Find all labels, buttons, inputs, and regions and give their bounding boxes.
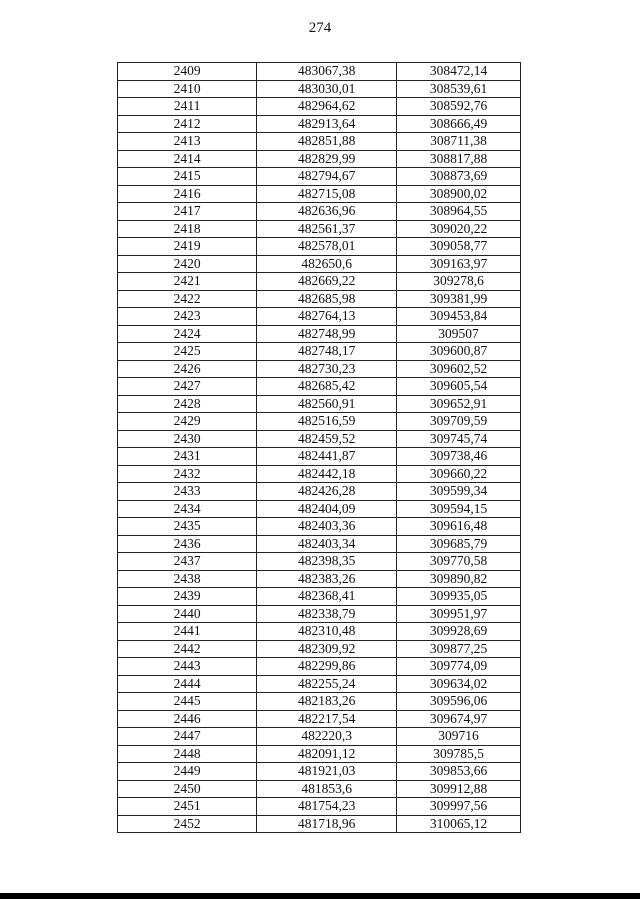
point-number-cell: 2409 (118, 63, 257, 81)
point-number-cell: 2417 (118, 203, 257, 221)
x-coordinate-cell: 482561,37 (257, 220, 397, 238)
x-coordinate-cell: 482636,96 (257, 203, 397, 221)
coordinates-table (117, 62, 521, 833)
point-number-cell: 2433 (118, 483, 257, 501)
point-number-cell: 2410 (118, 80, 257, 98)
y-coordinate-cell: 309594,15 (397, 500, 521, 518)
y-coordinate-cell: 309634,02 (397, 675, 521, 693)
point-number-cell: 2442 (118, 640, 257, 658)
y-coordinate-cell: 309997,56 (397, 798, 521, 816)
table-row (118, 483, 521, 501)
point-number-cell: 2450 (118, 780, 257, 798)
point-number-cell: 2419 (118, 238, 257, 256)
table-row (118, 238, 521, 256)
point-number-cell: 2443 (118, 658, 257, 676)
x-coordinate-cell: 482650,6 (257, 255, 397, 273)
table-row (118, 360, 521, 378)
table-row (118, 553, 521, 571)
y-coordinate-cell: 308964,55 (397, 203, 521, 221)
point-number-cell: 2429 (118, 413, 257, 431)
point-number-cell: 2422 (118, 290, 257, 308)
x-coordinate-cell: 482748,17 (257, 343, 397, 361)
y-coordinate-cell: 309674,97 (397, 710, 521, 728)
x-coordinate-cell: 482183,26 (257, 693, 397, 711)
point-number-cell: 2421 (118, 273, 257, 291)
table-row (118, 343, 521, 361)
y-coordinate-cell: 309616,48 (397, 518, 521, 536)
y-coordinate-cell: 309890,82 (397, 570, 521, 588)
point-number-cell: 2411 (118, 98, 257, 116)
x-coordinate-cell: 482730,23 (257, 360, 397, 378)
page-number: 274 (308, 20, 332, 36)
point-number-cell: 2452 (118, 815, 257, 833)
point-number-cell: 2418 (118, 220, 257, 238)
point-number-cell: 2413 (118, 133, 257, 151)
x-coordinate-cell: 482310,48 (257, 623, 397, 641)
x-coordinate-cell: 482669,22 (257, 273, 397, 291)
point-number-cell: 2412 (118, 115, 257, 133)
table-row (118, 465, 521, 483)
table-row (118, 63, 521, 81)
point-number-cell: 2436 (118, 535, 257, 553)
x-coordinate-cell: 482685,42 (257, 378, 397, 396)
x-coordinate-cell: 482794,67 (257, 168, 397, 186)
point-number-cell: 2446 (118, 710, 257, 728)
y-coordinate-cell: 308472,14 (397, 63, 521, 81)
point-number-cell: 2444 (118, 675, 257, 693)
y-coordinate-cell: 309770,58 (397, 553, 521, 571)
point-number-cell: 2437 (118, 553, 257, 571)
table-row (118, 413, 521, 431)
table-row (118, 378, 521, 396)
y-coordinate-cell: 309709,59 (397, 413, 521, 431)
table-row (118, 658, 521, 676)
x-coordinate-cell: 482368,41 (257, 588, 397, 606)
point-number-cell: 2445 (118, 693, 257, 711)
y-coordinate-cell: 309599,34 (397, 483, 521, 501)
point-number-cell: 2424 (118, 325, 257, 343)
table-row (118, 185, 521, 203)
table-row (118, 168, 521, 186)
table-row (118, 798, 521, 816)
y-coordinate-cell: 309745,74 (397, 430, 521, 448)
table-row (118, 518, 521, 536)
point-number-cell: 2416 (118, 185, 257, 203)
y-coordinate-cell: 309912,88 (397, 780, 521, 798)
y-coordinate-cell: 308873,69 (397, 168, 521, 186)
x-coordinate-cell: 482560,91 (257, 395, 397, 413)
table-row (118, 98, 521, 116)
table-row (118, 675, 521, 693)
x-coordinate-cell: 482426,28 (257, 483, 397, 501)
x-coordinate-cell: 482383,26 (257, 570, 397, 588)
table-row (118, 763, 521, 781)
y-coordinate-cell: 309738,46 (397, 448, 521, 466)
table-row (118, 605, 521, 623)
x-coordinate-cell: 482442,18 (257, 465, 397, 483)
point-number-cell: 2423 (118, 308, 257, 326)
x-coordinate-cell: 482398,35 (257, 553, 397, 571)
table-row (118, 290, 521, 308)
y-coordinate-cell: 309507 (397, 325, 521, 343)
y-coordinate-cell: 309453,84 (397, 308, 521, 326)
table-row (118, 308, 521, 326)
x-coordinate-cell: 483030,01 (257, 80, 397, 98)
point-number-cell: 2415 (118, 168, 257, 186)
point-number-cell: 2427 (118, 378, 257, 396)
y-coordinate-cell: 309020,22 (397, 220, 521, 238)
x-coordinate-cell: 481754,23 (257, 798, 397, 816)
point-number-cell: 2447 (118, 728, 257, 746)
y-coordinate-cell: 309951,97 (397, 605, 521, 623)
table-row (118, 220, 521, 238)
table-row (118, 588, 521, 606)
point-number-cell: 2426 (118, 360, 257, 378)
point-number-cell: 2438 (118, 570, 257, 588)
y-coordinate-cell: 309660,22 (397, 465, 521, 483)
point-number-cell: 2430 (118, 430, 257, 448)
point-number-cell: 2432 (118, 465, 257, 483)
table-body (118, 63, 521, 833)
x-coordinate-cell: 482715,08 (257, 185, 397, 203)
y-coordinate-cell: 308711,38 (397, 133, 521, 151)
point-number-cell: 2448 (118, 745, 257, 763)
y-coordinate-cell: 309685,79 (397, 535, 521, 553)
table-row (118, 325, 521, 343)
point-number-cell: 2428 (118, 395, 257, 413)
x-coordinate-cell: 482403,36 (257, 518, 397, 536)
x-coordinate-cell: 482217,54 (257, 710, 397, 728)
y-coordinate-cell: 309600,87 (397, 343, 521, 361)
x-coordinate-cell: 482459,52 (257, 430, 397, 448)
y-coordinate-cell: 308900,02 (397, 185, 521, 203)
table-row (118, 728, 521, 746)
y-coordinate-cell: 308539,61 (397, 80, 521, 98)
table-row (118, 693, 521, 711)
y-coordinate-cell: 309058,77 (397, 238, 521, 256)
x-coordinate-cell: 482338,79 (257, 605, 397, 623)
y-coordinate-cell: 310065,12 (397, 815, 521, 833)
point-number-cell: 2420 (118, 255, 257, 273)
point-number-cell: 2435 (118, 518, 257, 536)
x-coordinate-cell: 482748,99 (257, 325, 397, 343)
y-coordinate-cell: 309605,54 (397, 378, 521, 396)
x-coordinate-cell: 482309,92 (257, 640, 397, 658)
y-coordinate-cell: 308817,88 (397, 150, 521, 168)
x-coordinate-cell: 482851,88 (257, 133, 397, 151)
x-coordinate-cell: 482913,64 (257, 115, 397, 133)
x-coordinate-cell: 482220,3 (257, 728, 397, 746)
table-row (118, 745, 521, 763)
table-row (118, 203, 521, 221)
y-coordinate-cell: 309774,09 (397, 658, 521, 676)
table-row (118, 623, 521, 641)
table-row (118, 80, 521, 98)
x-coordinate-cell: 482964,62 (257, 98, 397, 116)
point-number-cell: 2439 (118, 588, 257, 606)
table-row (118, 273, 521, 291)
point-number-cell: 2425 (118, 343, 257, 361)
table-row (118, 815, 521, 833)
x-coordinate-cell: 482299,86 (257, 658, 397, 676)
scan-edge (0, 893, 640, 899)
table-row (118, 430, 521, 448)
table-row (118, 115, 521, 133)
point-number-cell: 2414 (118, 150, 257, 168)
table-row (118, 535, 521, 553)
table-row (118, 500, 521, 518)
x-coordinate-cell: 482578,01 (257, 238, 397, 256)
table-row (118, 133, 521, 151)
point-number-cell: 2441 (118, 623, 257, 641)
table-row (118, 570, 521, 588)
table-row (118, 640, 521, 658)
x-coordinate-cell: 482764,13 (257, 308, 397, 326)
x-coordinate-cell: 482091,12 (257, 745, 397, 763)
x-coordinate-cell: 482829,99 (257, 150, 397, 168)
x-coordinate-cell: 482441,87 (257, 448, 397, 466)
x-coordinate-cell: 481921,03 (257, 763, 397, 781)
y-coordinate-cell: 309278,6 (397, 273, 521, 291)
table-row (118, 395, 521, 413)
y-coordinate-cell: 309602,52 (397, 360, 521, 378)
table-row (118, 780, 521, 798)
y-coordinate-cell: 309785,5 (397, 745, 521, 763)
table-row (118, 150, 521, 168)
y-coordinate-cell: 309652,91 (397, 395, 521, 413)
x-coordinate-cell: 482516,59 (257, 413, 397, 431)
point-number-cell: 2440 (118, 605, 257, 623)
x-coordinate-cell: 483067,38 (257, 63, 397, 81)
x-coordinate-cell: 482404,09 (257, 500, 397, 518)
y-coordinate-cell: 309596,06 (397, 693, 521, 711)
x-coordinate-cell: 482403,34 (257, 535, 397, 553)
table-row (118, 255, 521, 273)
y-coordinate-cell: 309877,25 (397, 640, 521, 658)
y-coordinate-cell: 308666,49 (397, 115, 521, 133)
point-number-cell: 2431 (118, 448, 257, 466)
point-number-cell: 2434 (118, 500, 257, 518)
x-coordinate-cell: 482255,24 (257, 675, 397, 693)
y-coordinate-cell: 309381,99 (397, 290, 521, 308)
table-row (118, 448, 521, 466)
y-coordinate-cell: 309163,97 (397, 255, 521, 273)
x-coordinate-cell: 481718,96 (257, 815, 397, 833)
x-coordinate-cell: 482685,98 (257, 290, 397, 308)
point-number-cell: 2449 (118, 763, 257, 781)
x-coordinate-cell: 481853,6 (257, 780, 397, 798)
table-row (118, 710, 521, 728)
y-coordinate-cell: 309716 (397, 728, 521, 746)
point-number-cell: 2451 (118, 798, 257, 816)
y-coordinate-cell: 309928,69 (397, 623, 521, 641)
y-coordinate-cell: 309853,66 (397, 763, 521, 781)
y-coordinate-cell: 308592,76 (397, 98, 521, 116)
y-coordinate-cell: 309935,05 (397, 588, 521, 606)
